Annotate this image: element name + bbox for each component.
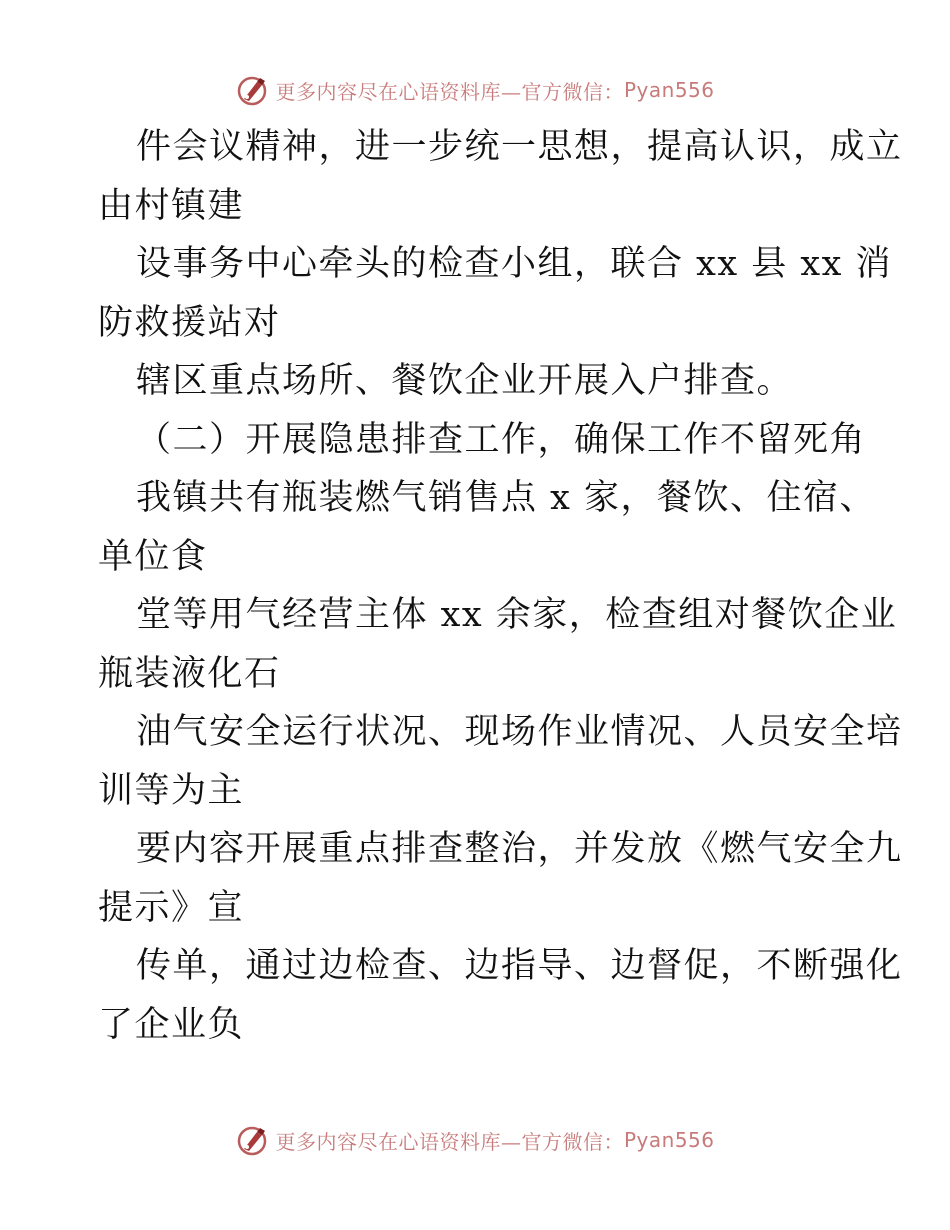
watermark-wechat-id: Pyan556	[623, 78, 715, 102]
header-watermark	[0, 70, 950, 110]
text-line: 设事务中心牵头的检查小组，联合 xx 县 xx 消	[136, 244, 892, 284]
pen-nib-logo-icon	[235, 73, 269, 107]
pen-nib-logo-icon	[235, 1123, 269, 1157]
text-line: 训等为主	[98, 770, 245, 811]
footer-watermark	[0, 1120, 950, 1160]
text-line: 由村镇建	[98, 185, 245, 226]
watermark-sub-text: —官方微信：	[500, 1129, 624, 1154]
text-line: 瓶装液化石	[98, 653, 281, 694]
watermark-main-text: 更多内容尽在心语资料库	[275, 79, 501, 104]
text-line: 单位食	[98, 536, 208, 577]
text-line: 辖区重点场所、餐饮企业开展入户排查。	[136, 361, 794, 401]
text-line: 件会议精神，进一步统一思想，提高认识，成立	[136, 127, 903, 167]
text-line: 要内容开展重点排查整治，并发放《燃气安全九	[136, 829, 903, 869]
text-line: 防救援站对	[98, 302, 281, 343]
watermark-wechat-id: Pyan556	[623, 1128, 715, 1152]
text-line: 油气安全运行状况、现场作业情况、人员安全培	[136, 712, 903, 752]
text-line: 传单，通过边检查、边指导、边督促，不断强化	[136, 946, 903, 986]
watermark-sub-text: —官方微信：	[500, 79, 624, 104]
text-line: 我镇共有瓶装燃气销售点 x 家，餐饮、住宿、	[136, 478, 876, 518]
section-heading: （二）开展隐患排查工作，确保工作不留死角	[136, 419, 867, 460]
document-body	[98, 118, 903, 1054]
text-line: 提示》宣	[98, 887, 245, 928]
text-line: 堂等用气经营主体 xx 余家，检查组对餐饮企业	[136, 595, 898, 635]
text-line: 了企业负	[98, 1004, 245, 1045]
watermark-main-text: 更多内容尽在心语资料库	[275, 1129, 501, 1154]
